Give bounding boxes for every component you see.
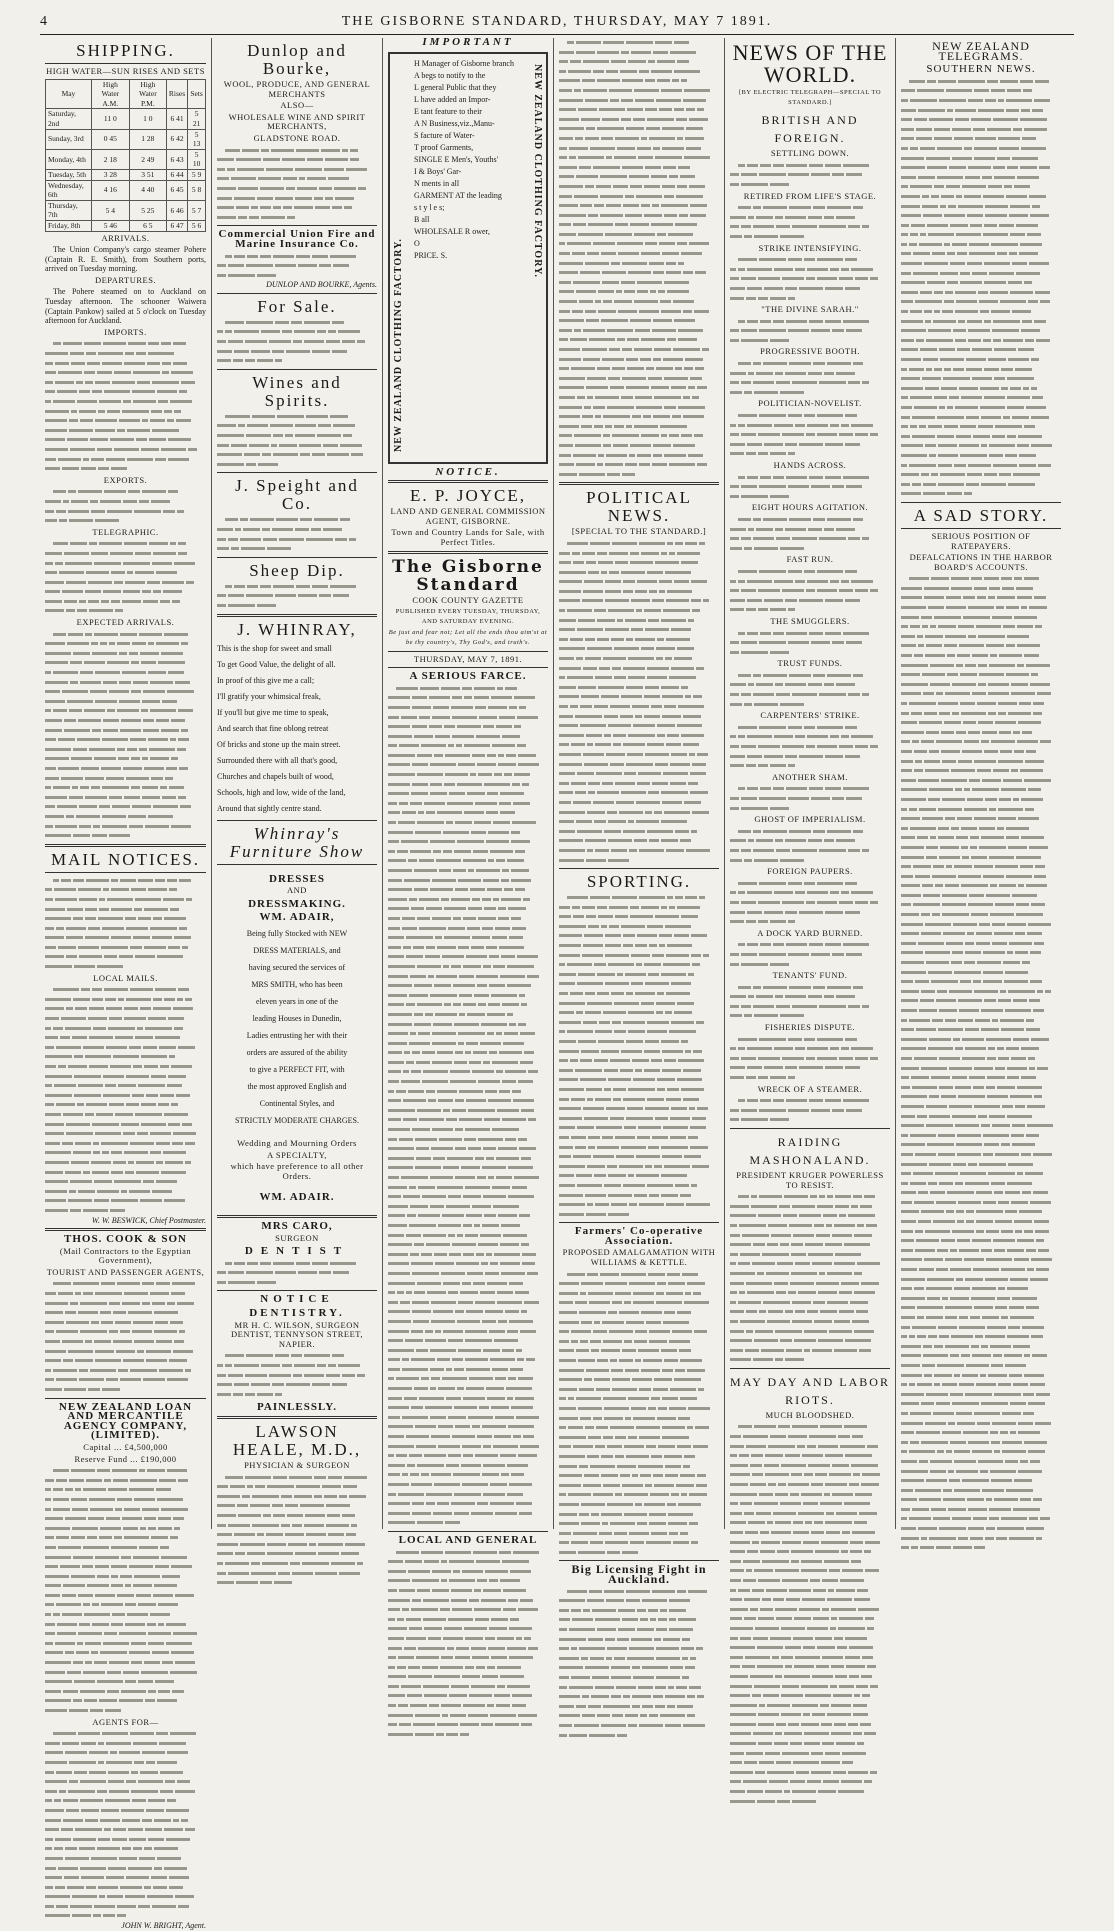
- whinray-heading: J. WHINRAY,: [237, 619, 357, 639]
- adair-ad: [217, 925, 377, 1129]
- db-agents: DUNLOP AND BOURKE, Agents.: [266, 280, 377, 290]
- text-line: STRICTLY MODERATE CHARGES.: [234, 1115, 360, 1125]
- tide-cell: 6 41: [166, 109, 187, 129]
- defal-heading: DEFALCATIONS IN THE HARBOR BOARD'S ACCOUNTS.: [909, 552, 1053, 572]
- tide-cell: 5 13: [188, 129, 206, 149]
- dresses: DRESSES: [269, 872, 325, 885]
- departures-text: The Pohere steamed on to Auckland on Tuesday afternoon. The schooner Waiwera (Captain Pankow) sailed at 5 o'clock on Tuesday afternoon for Auckland.: [45, 287, 206, 326]
- tide-cell: 6 43: [166, 149, 187, 169]
- licensing-heading: Big Licensing Fight in Auckland.: [571, 1562, 707, 1587]
- world-news-body: [730, 983, 890, 1021]
- gazette: COOK COUNTY GAZETTE: [412, 594, 524, 605]
- caro-body: [217, 1259, 377, 1288]
- text-line: Being fully Stocked with NEW: [246, 928, 348, 938]
- column-3: [382, 36, 553, 1546]
- farmers-body: [559, 1270, 719, 1558]
- exports-heading: EXPORTS.: [103, 474, 148, 485]
- dunlop-sub: WOOL, PRODUCE, AND GENERAL MERCHANTS: [223, 79, 371, 99]
- tide-row: [46, 149, 206, 169]
- tide-header-cell: High Water P.M.: [129, 79, 166, 109]
- tide-header-cell: Sets: [188, 79, 206, 109]
- surgeon: SURGEON: [275, 1232, 319, 1243]
- wines-heading: Wines and Spirits.: [252, 372, 342, 410]
- tide-cell: 5 4: [91, 200, 129, 220]
- notice: NOTICE: [260, 1293, 334, 1306]
- text-line: having secured the services of: [248, 962, 346, 972]
- world-news-body: [730, 1035, 890, 1083]
- world-news-body: [730, 723, 890, 771]
- text-line: the most approved English and: [247, 1081, 347, 1091]
- world-news-body: [730, 359, 890, 397]
- world-news-body: [730, 515, 890, 553]
- text-line: S facture of Water-: [414, 130, 475, 140]
- wilson: MR H. C. WILSON, SURGEON DENTIST, TENNYSON STREET, NAPIER.: [231, 1319, 363, 1349]
- masthead: [40, 8, 1074, 35]
- tide-cell: 1 28: [129, 129, 166, 149]
- text-line: B all: [414, 214, 430, 224]
- serious-heading: SERIOUS POSITION OF RATEPAYERS.: [931, 530, 1031, 551]
- local-heading: LOCAL AND GENERAL: [398, 1533, 538, 1546]
- world-news-body: [730, 411, 890, 459]
- tide-row: [46, 109, 206, 129]
- amalg-heading: PROPOSED AMALGAMATION WITH WILLIAMS & KETTLE.: [562, 1247, 716, 1268]
- page-number: 4: [40, 14, 49, 29]
- british-heading: BRITISH AND FOREIGN.: [761, 113, 859, 146]
- gladstone: GLADSTONE ROAD.: [253, 132, 341, 143]
- tide-cell: Sunday, 3rd: [46, 129, 92, 149]
- tide-header-cell: High Water A.M.: [91, 79, 129, 109]
- text-line: Churches and chapels built of wood,: [217, 771, 334, 781]
- commercial-body: [217, 252, 377, 281]
- expected-body: [45, 630, 206, 841]
- tide-cell: 5 9: [188, 169, 206, 180]
- text-line: Schools, high and low, wide of the land,: [217, 787, 346, 797]
- tide-cell: 3 28: [91, 169, 129, 180]
- tide-cell: 6 42: [166, 129, 187, 149]
- text-line: Around that sightly centre stand.: [217, 803, 322, 813]
- world-news-heading: FOREIGN PAUPERS.: [767, 866, 853, 877]
- tide-cell: Wednesday, 6th: [46, 180, 92, 200]
- arrivals-heading: ARRIVALS.: [101, 232, 150, 243]
- world-news-heading: GHOST OF IMPERIALISM.: [754, 814, 866, 825]
- speight-heading: J. Speight and Co.: [235, 476, 359, 514]
- text-line: SINGLE E Men's, Youths': [414, 154, 499, 164]
- raiding-heading: RAIDING MASHONALAND.: [749, 1135, 871, 1167]
- arrivals-text: The Union Company's cargo steamer Pohere (Captain R. E. Smith), from Southern ports, arrived on Tuesday morning.: [45, 245, 206, 274]
- shipping-heading: SHIPPING.: [76, 41, 175, 60]
- text-line: Of bricks and stone up the main street.: [217, 739, 341, 749]
- licensing-body: [559, 1587, 719, 1741]
- cook-heading: THOS. COOK & SON: [64, 1233, 187, 1246]
- commercial-heading: Commercial Union Fire and Marine Insurance Co.: [218, 228, 376, 250]
- painless: PAINLESSLY.: [257, 1401, 337, 1414]
- news-heading: NEWS OF THE WORLD.: [732, 40, 888, 87]
- important-heading: IMPORTANT: [422, 36, 514, 48]
- vertical-label-right: NEW ZEALAND CLOTHING FACTORY.: [532, 63, 543, 278]
- text-line: L have added an Impor-: [414, 94, 491, 104]
- loan-body: [45, 1466, 206, 1715]
- forsale-body: [217, 318, 377, 366]
- adair-sign: WM. ADAIR.: [259, 1191, 335, 1204]
- world-news-body: [730, 784, 890, 813]
- mayday-heading: MAY DAY AND LABOR RIOTS.: [730, 1374, 890, 1407]
- whinray-poem: [217, 641, 377, 817]
- nztel-heading: NEW ZEALAND TELEGRAMS.: [932, 39, 1030, 63]
- sad-body: [901, 574, 1061, 1553]
- farce-body: [388, 684, 548, 1528]
- tide-row: [46, 220, 206, 231]
- vertical-label-left: NEW ZEALAND CLOTHING FACTORY.: [393, 237, 404, 452]
- dunlop-body: [217, 146, 377, 223]
- column-5: [724, 38, 895, 1529]
- departures-heading: DEPARTURES.: [94, 274, 157, 285]
- telegraphic-heading: TELEGRAPHIC.: [92, 526, 159, 537]
- dentist: DENTIST: [244, 1245, 350, 1258]
- tide-cell: 4 40: [129, 180, 166, 200]
- world-news-body: [730, 567, 890, 615]
- world-news-body: [730, 827, 890, 865]
- joyce-heading: E. P. JOYCE,: [409, 486, 527, 506]
- tide-row: [46, 169, 206, 180]
- world-news-heading: RETIRED FROM LIFE'S STAGE.: [743, 190, 877, 201]
- mail-heading: MAIL NOTICES.: [50, 849, 201, 869]
- tide-cell: Friday, 8th: [46, 220, 92, 231]
- tide-cell: 6 46: [166, 200, 187, 220]
- column-2: [211, 38, 382, 1529]
- mayday-body: [730, 1422, 890, 1806]
- text-line: O: [414, 238, 420, 248]
- farmers-heading: Farmers' Co-operative Association.: [574, 1225, 704, 1247]
- world-news-heading: HANDS ACROSS.: [773, 460, 847, 470]
- text-line: T proof Garments,: [414, 142, 474, 152]
- issue-date: THURSDAY, MAY 7, 1891.: [413, 653, 523, 664]
- world-news-body: [730, 203, 890, 241]
- world-news-heading: WRECK OF A STEAMER.: [757, 1083, 863, 1094]
- physician: PHYSICIAN & SURGEON: [244, 1460, 350, 1470]
- text-line: A begs to notify to the: [414, 70, 486, 80]
- text-line: leading Houses in Dunedin,: [252, 1013, 342, 1023]
- standard-title: The Gisborne Standard: [392, 556, 544, 595]
- tide-cell: Saturday, 2nd: [46, 109, 92, 129]
- tide-cell: 2 18: [91, 149, 129, 169]
- text-line: DRESS MATERIALS, and: [253, 945, 341, 955]
- dentistry: DENTISTRY.: [249, 1307, 345, 1320]
- text-line: MRS SMITH, who has been: [251, 979, 343, 989]
- farce-heading: A SERIOUS FARCE.: [409, 670, 527, 683]
- column-4: [553, 38, 724, 1587]
- published: PUBLISHED EVERY TUESDAY, THURSDAY, AND SATURDAY EVENING.: [395, 608, 541, 625]
- tide-cell: 6 45: [166, 180, 187, 200]
- tide-header-cell: Rises: [166, 79, 187, 109]
- column-6: [895, 38, 1066, 1529]
- world-news-heading: FAST RUN.: [786, 554, 834, 565]
- cook-sub2: TOURIST AND PASSENGER AGENTS,: [46, 1266, 205, 1277]
- tide-row: [46, 180, 206, 200]
- text-line: A N Business,viz.,Manu-: [414, 118, 495, 128]
- world-news-heading: PROGRESSIVE BOOTH.: [760, 346, 860, 357]
- tide-cell: 0 45: [91, 129, 129, 149]
- text-line: L general Public that they: [414, 82, 497, 92]
- page-title: THE GISBORNE STANDARD, THURSDAY, MAY 7 1891.: [341, 14, 773, 29]
- text-line: GARMENT AT the leading: [414, 190, 502, 200]
- world-news-body: [730, 317, 890, 346]
- agents-body: [45, 1729, 206, 1921]
- text-line: N ments in all: [414, 178, 460, 188]
- and: AND: [287, 885, 307, 896]
- world-news-heading: EIGHT HOURS AGITATION.: [751, 502, 869, 513]
- text-line: orders are assured of the ability: [246, 1047, 348, 1057]
- world-news-heading: TENANTS' FUND.: [772, 970, 848, 981]
- text-line: WHOLESALE R ower,: [414, 226, 490, 236]
- text-line: Continental Styles, and: [259, 1098, 335, 1108]
- mail-body: [45, 876, 206, 972]
- tide-table: [45, 79, 206, 232]
- forsale-heading: For Sale.: [257, 296, 337, 316]
- sad-heading: A SAD STORY.: [913, 505, 1049, 525]
- tide-row: [46, 200, 206, 220]
- text-line: If you'll but give me time to speak,: [217, 707, 329, 717]
- world-news-body: [730, 255, 890, 303]
- adair-heading: WM. ADAIR,: [259, 911, 335, 924]
- tide-cell: 5 8: [188, 180, 206, 200]
- tide-cell: 5 21: [188, 109, 206, 129]
- tide-cell: 5 6: [188, 220, 206, 231]
- cook-sub: (Mail Contractors to the Egyptian Government),: [59, 1245, 192, 1266]
- text-line: eleven years in one of the: [256, 996, 338, 1006]
- tide-header-cell: May: [46, 79, 92, 109]
- local-body: [388, 1548, 548, 1740]
- world-news-body: [730, 473, 890, 502]
- loan-heading: NEW ZEALAND LOAN AND MERCANTILE AGENCY COMPANY, (LIMITED).: [58, 1400, 193, 1442]
- local-mails-body: [45, 985, 206, 1215]
- lawson-body: [217, 1473, 377, 1588]
- world-news-body: [730, 1096, 890, 1125]
- notice-footer: NOTICE.: [435, 465, 501, 478]
- southern-heading: SOUTHERN NEWS.: [926, 63, 1036, 76]
- column-1: [40, 38, 211, 1931]
- tide-cell: 1 0: [129, 109, 166, 129]
- wedding: Wedding and Mourning Orders: [237, 1137, 357, 1148]
- wilson-body: [217, 1351, 377, 1399]
- tide-cell: 2 49: [129, 149, 166, 169]
- world-news-body: [730, 879, 890, 927]
- cook-body: [45, 1279, 206, 1394]
- continued-body: [559, 38, 719, 479]
- mail-sign: W. W. BESWICK, Chief Postmaster.: [91, 1215, 206, 1225]
- speight-body: [217, 515, 377, 553]
- text-line: In proof of this give me a call;: [217, 675, 315, 685]
- text-line: E tant feature to their: [414, 106, 482, 116]
- southern-body: [901, 77, 1061, 499]
- tide-cell: 5 46: [91, 220, 129, 231]
- tide-cell: Monday, 4th: [46, 149, 92, 169]
- world-news-heading: STRIKE INTENSIFYING.: [758, 242, 862, 253]
- columns: [40, 36, 1074, 1931]
- political-body: [559, 539, 719, 865]
- world-news-heading: THE SMUGGLERS.: [770, 615, 850, 626]
- world-news-heading: A DOCK YARD BURNED.: [757, 927, 863, 938]
- tide-cell: Tuesday, 5th: [46, 169, 92, 180]
- sporting-heading: SPORTING.: [586, 872, 692, 892]
- tide-cell: 5 25: [129, 200, 166, 220]
- preference: which have preference to all other Orders.: [230, 1161, 364, 1181]
- world-news-heading: SETTLING DOWN.: [770, 148, 850, 159]
- world-news-heading: CARPENTERS' STRIKE.: [760, 710, 860, 721]
- wholesale: WHOLESALE WINE AND SPIRIT MERCHANTS,: [228, 111, 366, 132]
- wines-body: [217, 412, 377, 470]
- text-line: To get Good Value, the delight of all.: [217, 659, 336, 669]
- world-news: [730, 149, 890, 1125]
- tide-cell: 6 44: [166, 169, 187, 180]
- political-heading: POLITICAL NEWS.: [586, 488, 692, 526]
- tide-cell: Thursday, 7th: [46, 200, 92, 220]
- imports-heading: IMPORTS.: [104, 326, 147, 337]
- joyce-sub: LAND AND GENERAL COMMISSION AGENT, GISBORNE.: [390, 506, 546, 526]
- world-news-heading: TRUST FUNDS.: [777, 658, 843, 669]
- sheep-body: [217, 582, 377, 611]
- text-line: to give a PERFECT FIT, with: [249, 1064, 345, 1074]
- dunlop-heading: Dunlop and Bourke,: [247, 41, 347, 78]
- world-news-heading: FISHERIES DISPUTE.: [764, 1022, 856, 1033]
- byelec: [BY ELECTRIC TELEGRAPH—SPECIAL TO STANDARD.]: [738, 89, 882, 106]
- world-news-body: [730, 161, 890, 190]
- world-news-heading: ANOTHER SHAM.: [772, 771, 848, 782]
- dressmaking: DRESSMAKING.: [248, 897, 346, 910]
- world-news-body: [730, 629, 890, 658]
- specialty: A SPECIALTY,: [267, 1149, 327, 1160]
- tide-row: [46, 129, 206, 149]
- telegraphic-body: [45, 539, 206, 616]
- motto: Be just and fear not; Let all the ends thou aim'st at be thy country's, Thy God's, and truth's.: [388, 629, 548, 646]
- sheep-heading: Sheep Dip.: [249, 560, 345, 580]
- world-news-body: [730, 671, 890, 709]
- lawson-heading: LAWSON HEALE, M.D.,: [232, 1422, 362, 1459]
- world-news-heading: "THE DIVINE SARAH.": [761, 304, 859, 315]
- capital: Capital ... £4,500,000: [83, 1441, 168, 1452]
- notice-text: [414, 58, 522, 262]
- caro-heading: MRS CARO,: [261, 1219, 333, 1232]
- world-news-body: [730, 940, 890, 969]
- clothing-factory-notice: [388, 52, 548, 464]
- text-line: PRICE. S.: [414, 250, 448, 260]
- world-news-heading: POLITICIAN-NOVELIST.: [758, 398, 862, 409]
- tide-cell: 4 16: [91, 180, 129, 200]
- sporting-body: [559, 893, 719, 1219]
- expected-heading: EXPECTED ARRIVALS.: [76, 617, 175, 628]
- agents-heading: AGENTS FOR—: [92, 1716, 159, 1727]
- also: ALSO—: [280, 100, 314, 111]
- bloodshed-heading: MUCH BLOODSHED.: [765, 1409, 855, 1420]
- text-line: Ladies entrusting her with their: [246, 1030, 348, 1040]
- tide-cell: 3 51: [129, 169, 166, 180]
- text-line: This is the shop for sweet and small: [217, 643, 332, 653]
- tide-cell: 5 7: [188, 200, 206, 220]
- text-line: I'll gratify your whimsical freak,: [217, 691, 321, 701]
- political-special: [SPECIAL TO THE STANDARD.]: [571, 526, 707, 537]
- tide-cell: 11 0: [91, 109, 129, 129]
- kruger-heading: PRESIDENT KRUGER POWERLESS TO RESIST.: [736, 1170, 884, 1190]
- text-line: s t y l e s;: [414, 202, 445, 212]
- imports-body: [45, 339, 206, 473]
- loan-sign: JOHN W. BRIGHT, Agent.: [121, 1921, 206, 1931]
- text-line: H Manager of Gisborne branch: [414, 58, 514, 68]
- tide-cell: 6 5: [129, 220, 166, 231]
- text-line: Surrounded there with all that's good,: [217, 755, 338, 765]
- tide-cell: 6 47: [166, 220, 187, 231]
- joyce-line: Town and Country Lands for Sale, with Perfect Titles.: [391, 527, 545, 547]
- furniture-heading: Whinray's Furniture Show: [229, 823, 365, 861]
- reserve: Reserve Fund ... £190,000: [74, 1453, 177, 1464]
- exports-body: [45, 487, 206, 525]
- local-mails-heading: LOCAL MAILS.: [93, 972, 158, 983]
- raiding-body: [730, 1192, 890, 1365]
- text-line: And search that fine oblong retreat: [217, 723, 329, 733]
- text-line: I & Boys' Gar-: [414, 166, 462, 176]
- tide-title: HIGH WATER—SUN RISES AND SETS: [46, 66, 205, 76]
- tide-cell: 5 10: [188, 149, 206, 169]
